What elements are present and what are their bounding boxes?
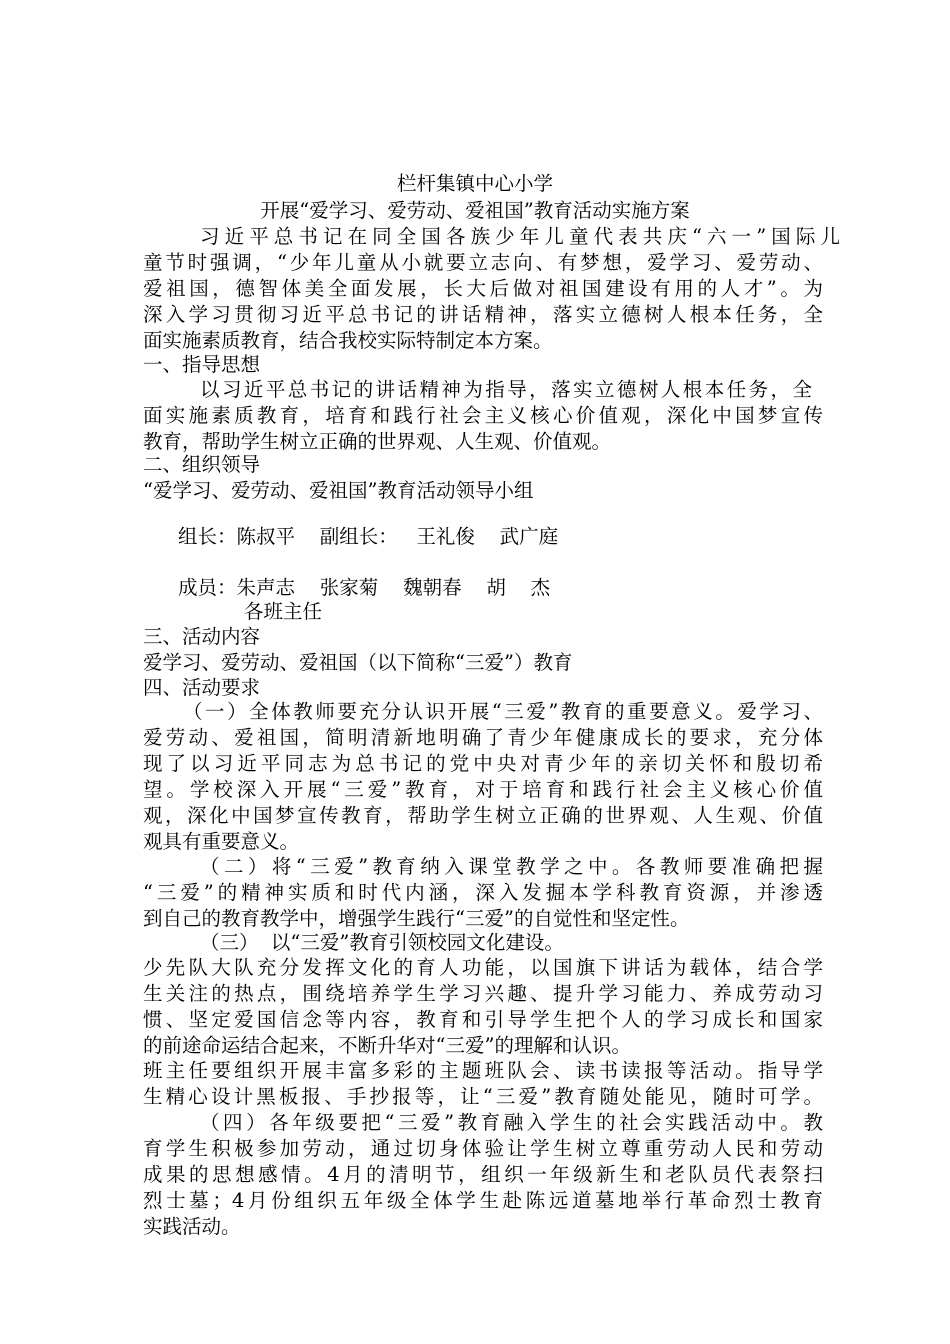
paragraph-line: 现了以习近平同志为总书记的党中央对青少年的亲切关怀和殷切希 [143,752,823,775]
paragraph-line: 实践活动。 [143,1215,241,1238]
group-members: 成员：朱声志 张家菊 魏朝春 胡 杰 [178,576,551,599]
group-members-continued: 各班主任 [244,600,323,623]
paragraph-line: （一）全体教师要充分认识开展“三爱”教育的重要意义。爱学习、 [183,700,823,723]
paragraph-line: 班主任要组织开展丰富多彩的主题班队会、读书读报等活动。指导学 [143,1059,823,1082]
paragraph-line: 生精心设计黑板报、手抄报等，让“三爱”教育随处能见，随时可学。 [143,1085,823,1108]
paragraph-line: 望。学校深入开展“三爱”教育，对于培育和践行社会主义核心价值 [143,778,823,801]
paragraph-line: 成果的思想感情。4月的清明节，组织一年级新生和老队员代表祭扫 [143,1163,823,1186]
section-heading: 四、活动要求 [143,676,261,699]
paragraph-line: 烈士墓；4月份组织五年级全体学生赴陈远道墓地举行革命烈士教育 [143,1189,823,1212]
paragraph-line: 惯、坚定爱国信念等内容，教育和引导学生把个人的学习成长和国家 [143,1008,823,1031]
paragraph-line: “三爱”的精神实质和时代内涵，深入发掘本学科教育资源，并渗透 [143,881,823,904]
paragraph-line: 教育，帮助学生树立正确的世界观、人生观、价值观。 [143,430,612,453]
group-name: “爱学习、爱劳动、爱祖国”教育活动领导小组 [143,479,534,502]
paragraph-line: 的前途命运结合起来，不断升华对“三爱”的理解和认识。 [143,1034,631,1057]
paragraph-line: 育学生积极参加劳动，通过切身体验让学生树立尊重劳动人民和劳动 [143,1137,823,1160]
activity-content: 爱学习、爱劳动、爱祖国（以下简称“三爱”）教育 [143,651,573,674]
paragraph-line: 爱劳动、爱祖国，简明清新地明确了青少年健康成长的要求，充分体 [143,726,823,749]
school-name: 栏杆集镇中心小学 [396,172,553,195]
paragraph-line: 到自己的教育教学中，增强学生践行“三爱”的自觉性和坚定性。 [143,907,690,930]
section-heading: 一、指导思想 [143,353,261,376]
intro-line: 爱祖国，德智体美全面发展，长大后做对祖国建设有用的人才”。为 [143,277,823,300]
paragraph-line: （四）各年级要把“三爱”教育融入学生的社会实践活动中。教 [200,1111,823,1134]
paragraph-line: 以习近平总书记的讲话精神为指导，落实立德树人根本任务，全 [200,378,812,401]
paragraph-line: 观具有重要意义。 [143,830,300,853]
section-heading: 二、组织领导 [143,453,261,476]
paragraph-line: 生关注的热点，围绕培养学生学习兴趣、提升学习能力、养成劳动习 [143,982,823,1005]
paragraph-line: 少先队大队充分发挥文化的育人功能，以国旗下讲话为载体，结合学 [143,956,823,979]
group-leaders: 组长：陈叔平 副组长： 王礼俊 武广庭 [178,525,559,548]
intro-line: 深入学习贯彻习近平总书记的讲话精神，落实立德树人根本任务，全 [143,303,823,326]
document-title: 开展“爱学习、爱劳动、爱祖国”教育活动实施方案 [260,199,690,222]
paragraph-line: （二）将“三爱”教育纳入课堂教学之中。各教师要准确把握 [200,855,823,878]
section-heading: 三、活动内容 [143,625,261,648]
intro-line: 童节时强调，“少年儿童从小就要立志向、有梦想，爱学习、爱劳动、 [143,251,823,274]
intro-line: 面实施素质教育，结合我校实际特制定本方案。 [143,329,553,352]
intro-line: 习近平总书记在同全国各族少年儿童代表共庆“六一”国际儿 [200,225,840,248]
paragraph-line: 观，深化中国梦宣传教育，帮助学生树立正确的世界观、人生观、价值 [143,804,823,827]
paragraph-line: （三） 以“三爱”教育引领校园文化建设。 [200,931,564,954]
paragraph-line: 面实施素质教育，培育和践行社会主义核心价值观，深化中国梦宣传 [143,404,823,427]
